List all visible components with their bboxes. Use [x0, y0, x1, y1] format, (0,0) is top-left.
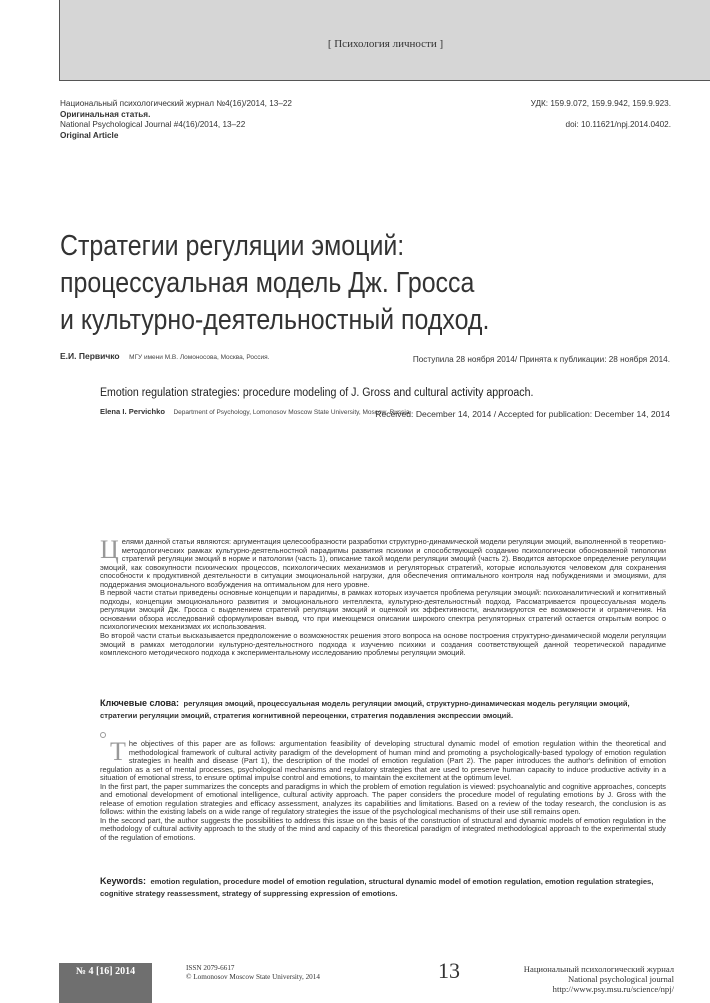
page-number: 13 — [438, 958, 460, 983]
footer-copyright: © Lomonosov Moscow State University, 2014 — [186, 973, 320, 981]
dropcap-ru: Ц — [100, 535, 119, 564]
abstract-ru-p3: Во второй части статьи высказывается предположение о возможностях решения этого вопроса на основе построения структурно-динамической модели регуляции эмоций в рамках методологии культурно-деятельностного подхода к изучению психики и создания соответствующей данной теоретической парадигме комплексного методического подхода к экспериментальному исследованию проблемы регуляции эмоций. — [100, 631, 666, 658]
author-en — [100, 401, 409, 419]
abstract-en-p1 — [100, 737, 666, 783]
title-line-2: процессуальная модель Дж. Гросса — [60, 267, 475, 299]
journal-meta-right — [531, 99, 671, 131]
abstract-ru-p1-text: елями данной статьи являются: аргументация целесообразности разработки структурно-динамической модели регуляции эмоций, выполненной в теоретико-методологических рамках культурно-деятельностной парадигмы развития психики и способствующей созданию психологически обоснованной типологии стратегий регуляции эмоций в норме и патологии (часть 1), описание такой модели регуляции эмоций (часть 2). Вводится авторское определение регуляции эмоций, как совокупности психических процессов, психологических механизмов и регуляторных стратегий, которые используются человеком для сохранения способности к продуктивной деятельности в ситуации эмоциональной нагрузки, для обеспечения оптимального контроля над побуждениями и эмоциями, для поддержания эмоционального возбуждения на оптимальном для него уровне. — [100, 537, 666, 589]
journal-meta-left — [60, 99, 292, 141]
english-title: Emotion regulation strategies: procedure modeling of J. Gross and cultural activity approach. — [100, 387, 534, 399]
bullet-dot-icon — [100, 732, 106, 738]
udc-code: УДК: 159.9.072, 159.9.942, 159.9.923. — [530, 99, 671, 108]
abstract-en-p1-text: he objectives of this paper are as follows: argumentation feasibility of developing structural dynamic model of emotion regulation within the theoretical and methodological framework of cultural activity paradigm of the development of human mind and promoting a psychologically-based typology of emotion regulation strategies in health and disease (Part 1), the description of the model of emotion regulation (Part 2). The paper introduces the author's definition of emotion regulation as a set of mental processes, psychological mechanisms and regulatory strategies that are used to preserve human capacity to induce productive activity in a situation of emotional stress, to ensure optimal impulse control and emotions, to maintain the excitement at the optimum level. — [100, 739, 666, 783]
dropcap-en: T — [110, 737, 126, 766]
abstract-ru — [100, 535, 666, 658]
section-label: [ Психология личности ] — [327, 38, 444, 50]
abstract-en-p2: In the first part, the paper summarizes the concepts and paradigms in which the problem of emotion regulation is viewed: psychoanalytic and cognitive approaches, concepts and emotional development of emotional intelligence, cultural activity approach. The paper considers the procedure model of regulating emotions by J. Gross with the release of emotion regulation strategies and efficacy assessment, analyzes its capabilities and limitations. Based on a review of the today research, the conclusion is as follows: within the existing labels on a wide range of regulatory strategies the issue of the psychological mechanisms of their use still remains open. — [100, 781, 666, 817]
footer-url[interactable]: http://www.psy.msu.ru/science/npj/ — [552, 984, 674, 994]
author-en-name: Elena I. Pervichko — [100, 407, 165, 416]
keywords-ru-label: Ключевые слова: — [100, 698, 180, 708]
dates-ru: Поступила 28 ноября 2014/ Принята к публикации: 28 ноября 2014. — [412, 355, 670, 364]
meta-journal-ru: Национальный психологический журнал №4(16)/2014, 13–22 — [60, 99, 292, 108]
header-band — [59, 0, 710, 81]
footer-journal-ru: Национальный психологический журнал — [523, 964, 674, 974]
title-line-3: и культурно-деятельностный подход. — [60, 304, 490, 336]
article-title — [60, 228, 576, 339]
doi-link[interactable]: doi: 10.11621/npj.2014.0402. — [565, 120, 671, 129]
author-ru — [60, 346, 270, 364]
abstract-en — [100, 737, 666, 843]
keywords-en — [100, 875, 666, 899]
meta-article-type-ru: Оригинальная статья. — [60, 109, 151, 119]
footer-journal — [524, 964, 674, 994]
dates-en: Received: December 14, 2014 / Accepted for publication: December 14, 2014 — [375, 409, 670, 419]
keywords-ru-text: регуляция эмоций, процессуальная модель регуляции эмоций, структурно-динамическая модель регуляции эмоций, стратегии регуляции эмоций, стратегия когнитивной переоценки, стратегия подавления экспрессии эмоций. — [100, 699, 630, 720]
meta-journal-en: National Psychological Journal #4(16)/2014, 13–22 — [60, 120, 246, 129]
title-line-1: Стратегии регуляции эмоций: — [60, 230, 405, 262]
abstract-ru-p2: В первой части статьи приведены основные концепции и парадигмы, в рамках которых изучается проблема регуляции эмоций: психоаналитический и когнитивный подходы, концепции эмоционального развития и эмоционального интеллекта, культурно-деятельностный подход. Рассматривается процессуальная модель регуляции эмоций Дж. Гросса с выделением стратегий регуляции эмоций и оценкой их эффективности, анализируются ее возможности и ограничения. На основании обзора исследований сформулирован вывод, что при имеющемся описании широкого спектра регуляторных стратегий остается открытым вопрос о психологических механизмах их использования. — [100, 588, 666, 632]
author-ru-affiliation: МГУ имени М.В. Ломоносова, Москва, Россия. — [129, 354, 270, 361]
abstract-en-p3: In the second part, the author suggests the possibilities to address this issue on the basis of the construction of structural and dynamic models of emotion regulation in the methodology of cultural activity approach to the study of the mind and capacity of this theoretical paradigm of integrated methodological approach to the experimental study of the regulation of emotions. — [100, 815, 666, 843]
keywords-ru — [100, 697, 666, 721]
abstract-ru-p1 — [100, 535, 666, 589]
author-en-affiliation: Department of Psychology, Lomonosov Moscow State University, Moscow, Russia — [173, 409, 410, 416]
author-ru-name: Е.И. Первичко — [60, 351, 120, 361]
footer-journal-en: National psychological journal — [568, 974, 674, 984]
keywords-en-text: emotion regulation, procedure model of emotion regulation, structural dynamic model of emotion regulation, emotion regulation strategies, cognitive strategy reassessment, strategy of suppressing expression of emotions. — [100, 877, 654, 898]
meta-article-type-en: Original Article — [60, 130, 119, 140]
keywords-en-label: Keywords: — [100, 876, 147, 886]
footer-issue: № 4 [16] 2014 — [75, 966, 136, 977]
footer-issn: ISSN 2079-6617 — [186, 964, 235, 972]
